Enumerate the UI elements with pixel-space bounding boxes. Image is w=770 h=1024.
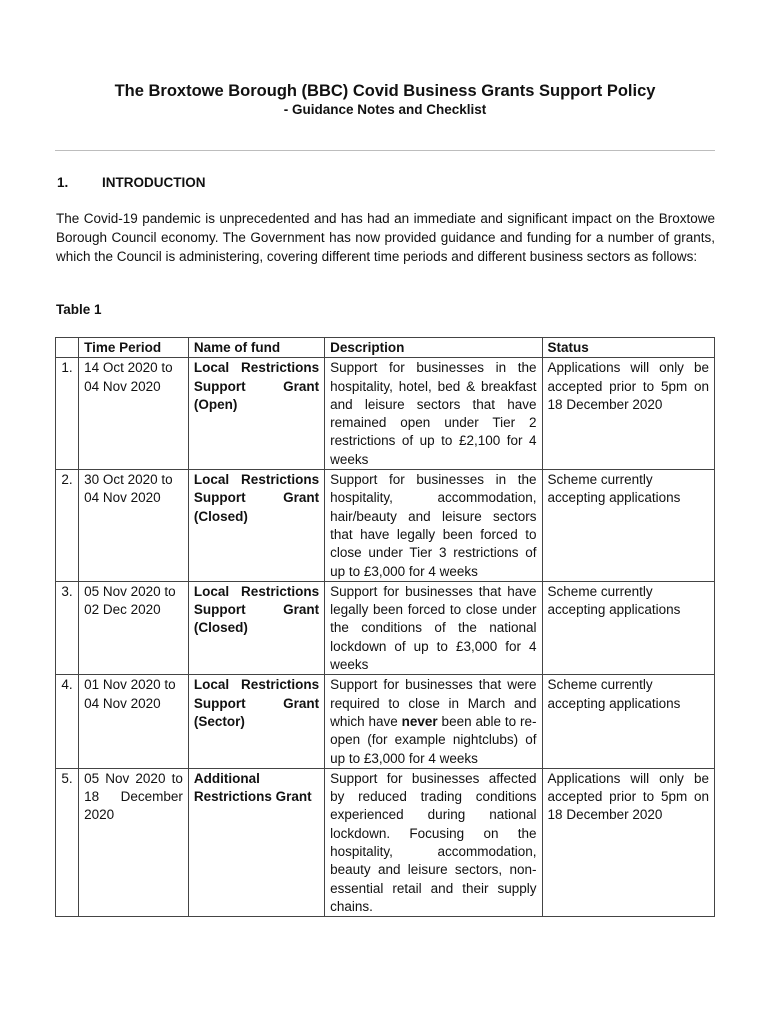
table-row (56, 581, 715, 674)
row-description: Support for businesses in the hospitality, accommodation, hair/beauty and leisure sectors that have legally been forced to close under Tier 3 restrictions of up to £3,000 for 4 weeks (325, 470, 542, 582)
title-divider (55, 150, 715, 151)
description-text: Support for businesses that were required to close in March and which have (330, 677, 537, 729)
row-time-period: 05 Nov 2020 to 18 December 2020 (79, 768, 189, 916)
intro-paragraph: The Covid-19 pandemic is unprecedented and has had an immediate and significant impact on the Broxtowe Borough Council economy. The Government has now provided guidance and funding for a number of grants, which the Council is administering, covering different time periods and different business sectors as follows: (56, 211, 715, 264)
table-row (56, 768, 715, 916)
row-fund-name: Local Restrictions Support Grant (Open) (188, 358, 324, 470)
row-number: 4. (56, 675, 79, 768)
row-description: Support for businesses in the hospitality, hotel, bed & breakfast and leisure sectors that have remained open under Tier 2 restrictions of up to £2,100 for 4 weeks (325, 358, 542, 470)
description-text: been able to re-open (for example nightclubs) of up to £3,000 for 4 weeks (330, 713, 537, 766)
table-row (56, 358, 715, 470)
row-status: Applications will only be accepted prior to 5pm on 18 December 2020 (542, 768, 714, 916)
row-fund-name: Local Restrictions Support Grant (Closed) (188, 470, 324, 582)
row-number: 3. (56, 581, 79, 674)
row-description: Support for businesses affected by reduced trading conditions experienced during national lockdown. Focusing on the hospitality, accommodation, beauty and leisure sectors, non-essential retail and their supply chains. (325, 768, 542, 916)
row-status: Scheme currently accepting applications (542, 470, 714, 582)
row-time-period: 14 Oct 2020 to 04 Nov 2020 (79, 358, 189, 470)
row-time-period: 30 Oct 2020 to 04 Nov 2020 (79, 470, 189, 582)
row-fund-name: Local Restrictions Support Grant (Sector) (188, 675, 324, 768)
row-fund-name: Additional Restrictions Grant (188, 768, 324, 916)
row-time-period: 01 Nov 2020 to 04 Nov 2020 (79, 675, 189, 768)
row-description: Support for businesses that have legally been forced to close under the conditions of the national lockdown of up to £3,000 for 4 weeks (325, 581, 542, 674)
row-description (325, 675, 542, 768)
table-row (56, 675, 715, 768)
row-number: 2. (56, 470, 79, 582)
grants-table (55, 337, 715, 917)
header-description: Description (325, 338, 542, 358)
document-subtitle: - Guidance Notes and Checklist (283, 102, 487, 117)
row-number: 5. (56, 768, 79, 916)
row-status: Applications will only be accepted prior to 5pm on 18 December 2020 (542, 358, 714, 470)
row-fund-name: Local Restrictions Support Grant (Closed) (188, 581, 324, 674)
table-label: Table 1 (56, 302, 102, 317)
description-emphasis: never (401, 713, 438, 729)
table-row (56, 470, 715, 582)
section-number: 1. (57, 175, 69, 190)
row-status: Scheme currently accepting applications (542, 675, 714, 768)
document-title: The Broxtowe Borough (BBC) Covid Business Grants Support Policy (114, 82, 656, 100)
header-name-of-fund: Name of fund (188, 338, 324, 358)
table-header-row (56, 338, 715, 358)
row-time-period: 05 Nov 2020 to 02 Dec 2020 (79, 581, 189, 674)
section-title: INTRODUCTION (102, 175, 206, 190)
row-number: 1. (56, 358, 79, 470)
row-status: Scheme currently accepting applications (542, 581, 714, 674)
header-time-period: Time Period (79, 338, 189, 358)
header-status: Status (542, 338, 714, 358)
header-num (56, 338, 79, 358)
